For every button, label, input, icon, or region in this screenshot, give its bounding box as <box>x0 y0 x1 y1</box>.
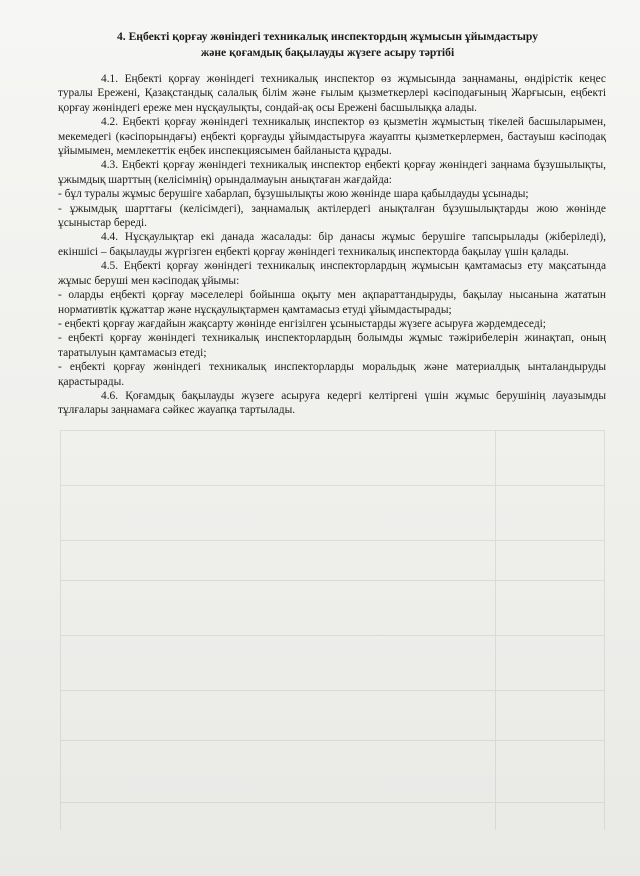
list-item: - еңбекті қорғау жөніндегі техникалық инспекторларды моральдық және материалдық ынталандыруды қарастырады. <box>58 361 606 388</box>
paragraph-4-5: 4.5. Еңбекті қорғау жөніндегі техникалық инспекторлардың жұмысын қамтамасыз ету мақсатында жұмыс беруші мен кәсіподақ ұйымы: <box>58 260 606 287</box>
paragraph-4-1: 4.1. Еңбекті қорғау жөніндегі техникалық инспектор өз жұмысында заңнаманы, өндірістік кеңес туралы Ережені, Қазақстандық салалық білім және ғылым қызметкерлері кәсіподағының Жарғысын, еңбекті қорғау жөніндегі ереже мен нұсқаулықты, сондай-ақ осы Ережені басшылыққа алады. <box>58 73 606 114</box>
section-title-line-2: және қоғамдық бақылауды жүзеге асыру тәртібі <box>200 46 455 59</box>
paragraph-4-3: 4.3. Еңбекті қорғау жөніндегі техникалық инспектор еңбекті қорғау жөніндегі заңнама бұзушылықты, ұжымдық шарттың (келісімнің) орындалмауын анықтаған жағдайда: <box>58 159 606 186</box>
paragraph-4-6: 4.6. Қоғамдық бақылауды жүзеге асыруға кедергі келтіргені үшін жұмыс берушінің лауазымды тұлғалары заңнамаға сәйкес жауапқа тартылады. <box>58 389 606 417</box>
paragraph-4-4: 4.4. Нұсқаулықтар екі данада жасалады: бір данасы жұмыс берушіге тапсырылады (жіберіледі), екіншісі – бақылауды жүргізген еңбекті қорғау жөніндегі техникалық инспекторда бақылау үшін қалады. <box>58 231 606 258</box>
bleed-through-table <box>60 430 605 830</box>
paragraph-4-2: 4.2. Еңбекті қорғау жөніндегі техникалық инспектор өз қызметін жұмыстың тікелей басшыларымен, мекемедегі (кәсіпорындағы) еңбекті қорғауды ұйымдастыруға жауапты қызметкерлермен, бастауыш кәсіподақ ұйымымен, мемлекеттік еңбек инспекциясымен байланыста құрады. <box>58 116 606 158</box>
list-item: - оларды еңбекті қорғау мәселелері бойынша оқыту мен ақпараттандыруды, бақылау нысанына жататын нормативтік құжаттар және нұсқаулықтармен қамтамасыз етуді ұйымдастырады; <box>58 289 606 316</box>
section-title-line-1: 4. Еңбекті қорғау жөніндегі техникалық инспектордың жұмысын ұйымдастыру <box>116 30 538 43</box>
list-item: - бұл туралы жұмыс берушіге хабарлап, бұзушылықты жою жөнінде шара қабылдауды ұсынады; <box>58 188 529 201</box>
list-item: - еңбекті қорғау жөніндегі техникалық инспекторлардың болымды жұмыс тәжірибелерін жинақтап, оның таратылуын қамтамасыз етеді; <box>58 332 606 359</box>
list-item: - ұжымдық шарттағы (келісімдегі), заңнамалық актілердегі анықталған бұзушылықтарды жою жөнінде ұсыныстар береді. <box>58 202 606 230</box>
section-title <box>70 29 585 61</box>
document-body <box>58 72 606 418</box>
list-item: - еңбекті қорғау жағдайын жақсарту жөнінде енгізілген ұсыныстарды жүзеге асыруға жәрдемдеседі; <box>58 317 546 330</box>
